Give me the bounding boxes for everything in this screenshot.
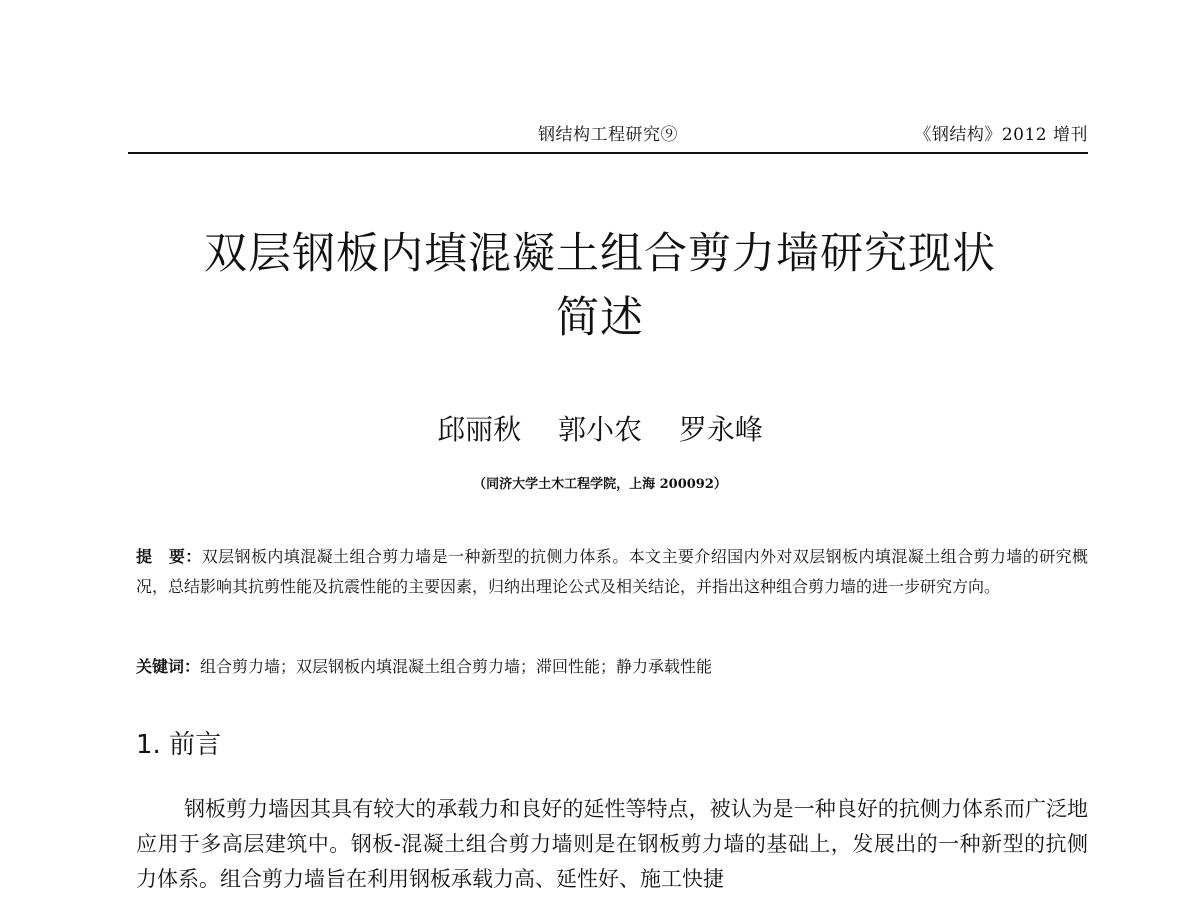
- abstract: [136, 542, 1088, 602]
- journal-series: 钢结构工程研究⑨: [538, 125, 678, 145]
- author-name: 郭小农: [557, 413, 642, 446]
- keywords-text: 组合剪力墙；双层钢板内填混凝土组合剪力墙；滞回性能；静力承载性能: [200, 657, 713, 676]
- section-heading: 1. 前言: [136, 730, 222, 760]
- abstract-label: 提 要：: [136, 547, 202, 566]
- author-affiliation: （同济大学土木工程学院，上海 200092）: [473, 477, 727, 492]
- abstract-text: 双层钢板内填混凝土组合剪力墙是一种新型的抗侧力体系。本文主要介绍国内外对双层钢板内填混凝土组合剪力墙的研究概况，总结影响其抗剪性能及抗震性能的主要因素，归纳出理论公式及相关结论，并指出这种组合剪力墙的进一步研究方向。: [136, 547, 1088, 596]
- paper-title-line-2: 简述: [556, 293, 644, 343]
- author-name: 邱丽秋: [437, 413, 522, 446]
- paper-title-line-1: 双层钢板内填混凝土组合剪力墙研究现状: [204, 229, 996, 279]
- author-name: 罗永峰: [678, 413, 763, 446]
- running-header: [128, 112, 1088, 154]
- journal-issue: 《钢结构》2012 增刊: [914, 125, 1088, 145]
- keywords-label: 关键词：: [136, 657, 201, 676]
- keywords: [136, 652, 1088, 682]
- paper-title: [100, 222, 1100, 350]
- body-paragraph: 钢板剪力墙因其具有较大的承载力和良好的延性等特点，被认为是一种良好的抗侧力体系而广泛地应用于多高层建筑中。钢板-混凝土组合剪力墙则是在钢板剪力墙的基础上，发展出的一种新型的抗侧力体系。组合剪力墙旨在利用钢板承载力高、延性好、施工快捷: [136, 797, 1088, 891]
- author-list: [300, 408, 900, 448]
